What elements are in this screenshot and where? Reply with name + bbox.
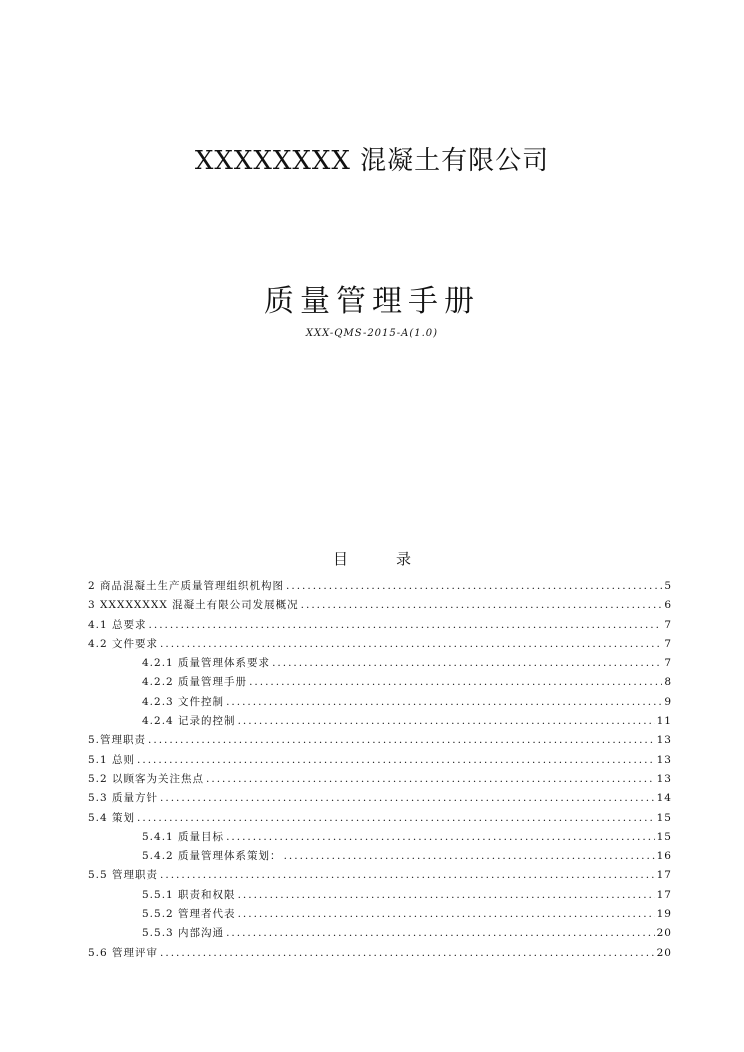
toc-entry-page: 19 (656, 908, 672, 921)
toc-entry-page: 15 (656, 830, 672, 843)
toc-entry-title: 5.4.1 质量目标 (142, 830, 225, 843)
document-code: XXX-QMS-2015-A(1.0) (305, 328, 439, 339)
toc-leader-dots (206, 773, 655, 785)
toc-entry[interactable] (88, 906, 672, 925)
toc-leader-dots (238, 889, 655, 901)
toc-entry-title: 5.4.2 质量管理体系策划： (142, 850, 282, 863)
toc-entry-page: 7 (664, 618, 672, 631)
toc-entry[interactable] (88, 790, 672, 809)
toc-entry-page: 9 (664, 695, 672, 708)
toc-entry-page: 13 (656, 753, 672, 766)
toc-entry[interactable] (88, 674, 672, 693)
toc-entry-title: 4.2.1 质量管理体系要求 (142, 657, 271, 670)
toc-entry-title: 5.6 管理评审 (88, 946, 159, 959)
toc-entry[interactable] (88, 636, 672, 655)
manual-title: 质量管理手册 (264, 284, 480, 319)
toc-heading (0, 548, 744, 569)
toc-leader-dots (160, 947, 655, 959)
toc-entry-page: 5 (664, 580, 672, 592)
toc-entry-title: 5.1 总则 (88, 753, 136, 766)
toc-entry-title: 5.5.2 管理者代表 (142, 908, 236, 921)
company-name: XXXXXXXX 混凝土有限公司 (194, 146, 550, 176)
toc-entry-page: 17 (656, 888, 672, 901)
toc-leader-dots (286, 580, 662, 592)
toc-leader-dots (226, 831, 655, 843)
toc-leader-dots (272, 657, 662, 669)
toc-leader-dots (160, 792, 655, 804)
toc-entry-title: 5.2 以顾客为关注焦点 (88, 772, 205, 785)
table-of-contents (88, 578, 672, 964)
toc-leader-dots (238, 908, 655, 920)
toc-entry-page: 14 (656, 792, 672, 805)
toc-entry-page: 17 (656, 869, 672, 882)
toc-entry-page: 7 (664, 657, 672, 670)
toc-entry-page: 16 (656, 850, 672, 863)
toc-heading-left: 目 (332, 550, 348, 568)
toc-leader-dots (160, 638, 662, 650)
toc-entry[interactable] (88, 771, 672, 790)
toc-leader-dots (249, 676, 662, 688)
toc-entry-page: 6 (664, 599, 672, 612)
toc-entry-title: 5.5 管理职责 (88, 869, 159, 882)
toc-entry[interactable] (88, 829, 672, 848)
toc-leader-dots (149, 619, 663, 631)
toc-entry-page: 7 (664, 637, 672, 650)
toc-entry-title: 5.5.1 职责和权限 (142, 888, 236, 901)
toc-entry-page: 13 (656, 734, 672, 747)
toc-entry[interactable] (88, 655, 672, 674)
toc-entry-title: 4.2 文件要求 (88, 637, 159, 650)
toc-entry[interactable] (88, 945, 672, 964)
toc-leader-dots (137, 754, 655, 766)
toc-heading-right: 录 (396, 550, 412, 568)
toc-entry[interactable] (88, 848, 672, 867)
toc-entry-title: 5.5.3 内部沟通 (142, 927, 225, 940)
toc-leader-dots (148, 734, 655, 746)
toc-entry[interactable] (88, 810, 672, 829)
toc-leader-dots (226, 927, 655, 939)
toc-leader-dots (284, 850, 655, 862)
toc-entry-title: 4.2.2 质量管理手册 (142, 676, 248, 689)
toc-entry-page: 13 (656, 772, 672, 785)
toc-entry[interactable] (88, 732, 672, 751)
toc-entry-page: 20 (656, 946, 672, 959)
toc-entry[interactable] (88, 597, 672, 616)
toc-entry-title: 4.2.4 记录的控制 (142, 715, 236, 728)
toc-entry-title: 5.3 质量方针 (88, 792, 159, 805)
toc-entry[interactable] (88, 713, 672, 732)
toc-entry[interactable] (88, 867, 672, 886)
toc-entry-title: 4.1 总要求 (88, 618, 147, 631)
toc-entry[interactable] (88, 752, 672, 771)
toc-entry-title: 2 商品混凝土生产质量管理组织机构图 (88, 580, 285, 592)
toc-entry[interactable] (88, 925, 672, 944)
toc-leader-dots (226, 696, 662, 708)
toc-entry-page: 8 (664, 676, 672, 689)
toc-leader-dots (160, 869, 655, 881)
toc-leader-dots (238, 715, 655, 727)
toc-entry-page: 11 (656, 715, 672, 728)
toc-leader-dots (137, 812, 655, 824)
toc-entry[interactable] (88, 617, 672, 636)
toc-entry-page: 20 (656, 927, 672, 940)
toc-entry[interactable] (88, 578, 672, 597)
toc-entry-title: 5.4 策划 (88, 811, 136, 824)
toc-entry[interactable] (88, 694, 672, 713)
toc-entry-title: 5.管理职责 (88, 734, 147, 747)
toc-entry-title: 4.2.3 文件控制 (142, 695, 225, 708)
toc-entry-page: 15 (656, 811, 672, 824)
toc-entry-title: 3 XXXXXXXX 混凝土有限公司发展概况 (88, 599, 299, 612)
toc-leader-dots (301, 599, 663, 611)
toc-entry[interactable] (88, 887, 672, 906)
